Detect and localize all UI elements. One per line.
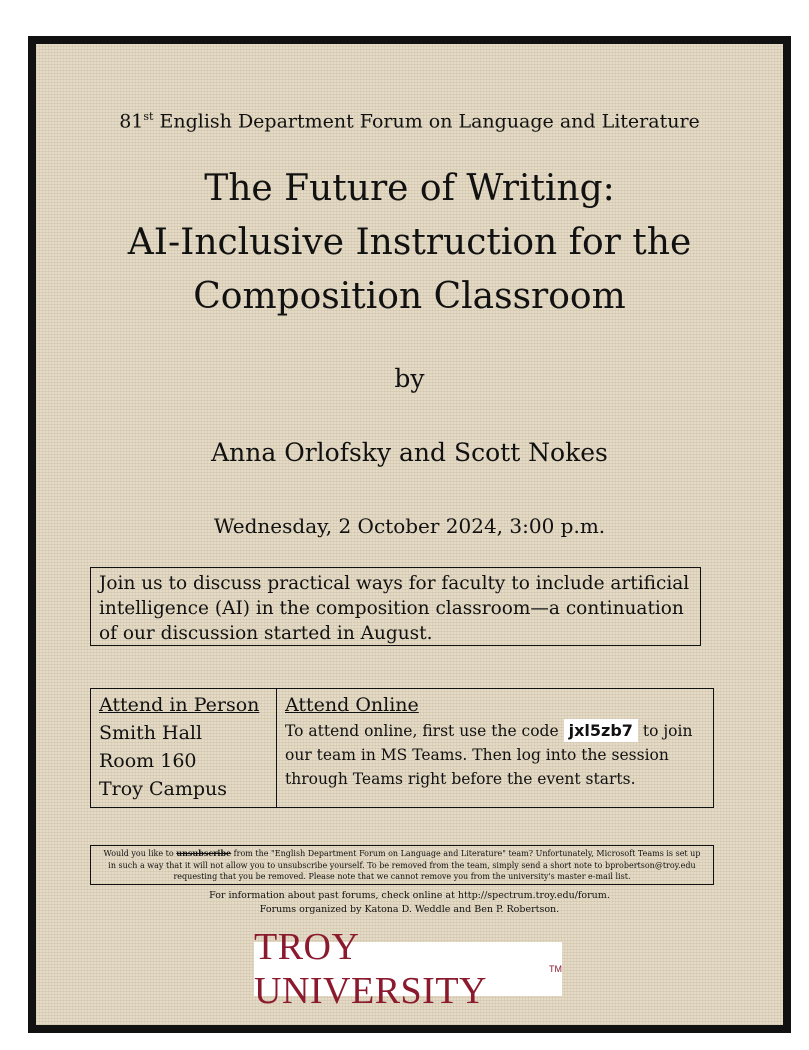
team-code[interactable]: jxl5zb7 — [564, 719, 638, 742]
building: Smith Hall — [99, 722, 203, 744]
online-instructions: To attend online, first use the code jxl5zb7 to join our team in MS Teams. Then log into the session through Teams right before the event starts. — [285, 721, 693, 788]
title-line-3: Composition Classroom — [193, 276, 626, 317]
campus: Troy Campus — [99, 778, 227, 800]
title-line-1: The Future of Writing: — [204, 168, 615, 209]
troy-university-logo: TROY UNIVERSITY TM — [254, 926, 562, 1012]
forum-info — [36, 889, 783, 917]
organizers: Forums organized by Katona D. Weddle and Ben P. Robertson. — [259, 904, 560, 915]
online-heading: Attend Online — [285, 694, 419, 716]
attend-in-person — [91, 689, 277, 807]
unsubscribe-note: Would you like to unsubscribe from the "English Department Forum on Language and Literature" team? Unfortunately, Microsoft Teams is set up in such a way that it will not allow you to unsubscribe yourself. To be removed from the team, simply send a short note to bprobertson@troy.edu requesting that you be removed. Please note that we cannot remove you from the university's master e-mail list. — [90, 845, 714, 885]
speakers: Anna Orlofsky and Scott Nokes — [211, 438, 608, 467]
attendance-table — [90, 688, 714, 808]
unsubscribe-word: unsubscribe — [176, 848, 232, 858]
in-person-heading: Attend in Person — [99, 694, 260, 716]
event-datetime: Wednesday, 2 October 2024, 3:00 p.m. — [213, 514, 606, 538]
past-forums-link-text: For information about past forums, check online at http://spectrum.troy.edu/forum. — [209, 890, 610, 901]
event-description: Join us to discuss practical ways for faculty to include artificial intelligence (AI) in the composition classroom—a continuation of our discussion started in August. — [90, 567, 701, 646]
room: Room 160 — [99, 750, 197, 772]
by-label: by — [394, 364, 425, 393]
flyer — [28, 36, 791, 1033]
series-heading: 81st English Department Forum on Language and Literature — [119, 110, 700, 133]
attend-online — [277, 689, 713, 807]
title-line-2: AI-Inclusive Instruction for the — [127, 222, 692, 263]
event-title — [36, 162, 783, 324]
